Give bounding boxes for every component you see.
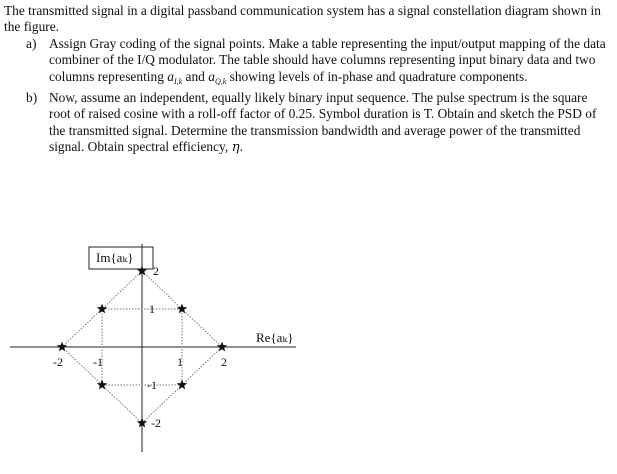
symbol-a-qk-sub: Q,k — [214, 76, 227, 86]
symbol-a-ik — [167, 69, 182, 84]
part-b — [4, 90, 609, 157]
y-tick-label: -2 — [151, 416, 161, 430]
problem-text — [4, 3, 609, 157]
symbol-a-ik-sub: I,k — [173, 76, 183, 86]
y-tick-label: 2 — [153, 264, 159, 278]
part-a-label: a) — [26, 35, 37, 51]
constellation-point — [177, 304, 187, 314]
part-b-end: . — [239, 139, 243, 155]
im-axis-label: Im{aₖ} — [96, 250, 134, 265]
re-axis-label: Re{aₖ} — [256, 330, 294, 345]
x-tick-label: -2 — [53, 355, 63, 369]
symbol-a-qk-base: a — [208, 68, 215, 84]
constellation-diagram — [0, 234, 617, 474]
x-tick-label: 1 — [177, 355, 183, 369]
part-a-text-2: showing levels of in-phase and quadrature components. — [229, 68, 528, 84]
part-a — [4, 36, 609, 90]
part-a-text-1: Assign Gray coding of the signal points. Make a table representing the input/output mapping of the data combiner of the I/Q modulator. The table should have columns representing input binary data and two columns representing — [49, 35, 606, 84]
part-a-and: and — [185, 68, 205, 84]
problem-intro: The transmitted signal in a digital passband communication system has a signal constellation diagram shown in the figure. — [4, 3, 601, 35]
eta-symbol: η — [231, 140, 240, 156]
part-b-label: b) — [26, 90, 38, 106]
symbol-a-ik-base: a — [167, 68, 174, 84]
y-tick-label: 1 — [149, 302, 155, 316]
x-tick-label: 2 — [221, 355, 227, 369]
symbol-a-qk — [208, 69, 226, 84]
part-b-text-1: Now, assume an independent, equally likely binary input sequence. The pulse spectrum is the square root of raised cosine with a roll-off factor of 0.25. Symbol duration is T. Obtain and sketch the PSD of the transmitted signal. Determine the transmission bandwidth and average power of the transmitted signal. Obtain spectral efficiency, — [49, 90, 597, 155]
x-tick-label: -1 — [93, 355, 103, 369]
y-tick-label: -1 — [147, 378, 157, 392]
